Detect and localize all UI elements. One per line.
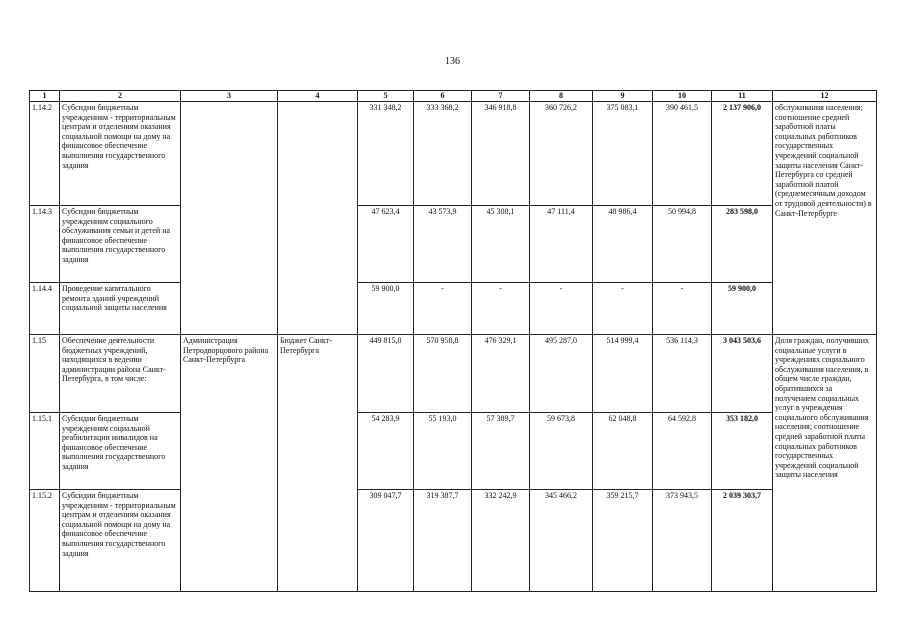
total-cell: 59 900,0: [712, 283, 773, 335]
value-cell: -: [472, 283, 530, 335]
col-header: 7: [472, 91, 530, 102]
column-number-row: [30, 91, 877, 102]
col-header: 8: [530, 91, 593, 102]
value-cell: 48 986,4: [593, 206, 653, 283]
value-cell: 331 348,2: [358, 102, 414, 206]
row-number: 1.14.2: [30, 102, 60, 206]
table-row: [30, 102, 877, 206]
value-cell: 50 994,8: [653, 206, 712, 283]
value-cell: 47 623,4: [358, 206, 414, 283]
row-name: Субсидии бюджетным учреждениям - территориальным центрам и отделениям оказания социальной помощи на дому на финансовое обеспечение выполнения государственного задания: [60, 102, 181, 206]
program-table: [29, 90, 877, 592]
executor-cell: Администрация Петродворцового района Санкт-Петербурга: [181, 335, 278, 592]
value-cell: 57 389,7: [472, 413, 530, 490]
row-name: Субсидии бюджетным учреждениям - территориальным центрам и отделениям оказания социальной помощи на дому на финансовое обеспечение выполнения государственного задания: [60, 490, 181, 592]
value-cell: -: [593, 283, 653, 335]
table-row: [30, 335, 877, 413]
value-cell: 570 958,8: [414, 335, 472, 413]
total-cell: 2 039 303,7: [712, 490, 773, 592]
executor-cell: [181, 102, 278, 335]
indicator-text-bottom: Доля граждан, получивших социальные услуги в учреждениях социального обслуживания населения, в общем числе граждан, обратившихся за получением социальных услуг в учреждения социального обслуживания населения; соотношение средней заработной платы социальных работников государственных учреждений социальной защиты населения: [773, 335, 877, 592]
value-cell: 64 592,8: [653, 413, 712, 490]
col-header: 9: [593, 91, 653, 102]
total-cell: 353 182,0: [712, 413, 773, 490]
col-header: 10: [653, 91, 712, 102]
row-name: Обеспечение деятельности бюджетных учреждений, находящихся в ведении администрации района Санкт-Петербурга, в том числе:: [60, 335, 181, 413]
source-cell: [278, 102, 358, 335]
col-header: 6: [414, 91, 472, 102]
value-cell: 373 943,5: [653, 490, 712, 592]
value-cell: 62 048,8: [593, 413, 653, 490]
value-cell: 332 242,9: [472, 490, 530, 592]
value-cell: 390 461,5: [653, 102, 712, 206]
value-cell: -: [530, 283, 593, 335]
row-number: 1.15.2: [30, 490, 60, 592]
col-header: 11: [712, 91, 773, 102]
col-header: 5: [358, 91, 414, 102]
col-header: 3: [181, 91, 278, 102]
value-cell: 514 999,4: [593, 335, 653, 413]
value-cell: 360 726,2: [530, 102, 593, 206]
total-cell: 283 598,0: [712, 206, 773, 283]
value-cell: 449 815,0: [358, 335, 414, 413]
value-cell: 59 673,8: [530, 413, 593, 490]
value-cell: 345 466,2: [530, 490, 593, 592]
col-header: 12: [773, 91, 877, 102]
value-cell: 495 287,0: [530, 335, 593, 413]
value-cell: 375 083,1: [593, 102, 653, 206]
value-cell: 536 114,3: [653, 335, 712, 413]
row-name: Субсидии бюджетным учреждениям социальной реабилитации инвалидов на финансовое обеспечение выполнения государственного задания: [60, 413, 181, 490]
col-header: 4: [278, 91, 358, 102]
col-header: 1: [30, 91, 60, 102]
value-cell: 309 047,7: [358, 490, 414, 592]
value-cell: 54 283,9: [358, 413, 414, 490]
value-cell: 55 193,0: [414, 413, 472, 490]
value-cell: 47 111,4: [530, 206, 593, 283]
total-cell: 2 137 906,0: [712, 102, 773, 206]
value-cell: 346 918,8: [472, 102, 530, 206]
row-name: Субсидии бюджетным учреждениям социального обслуживания семьи и детей на финансовое обеспечение выполнения государственного задания: [60, 206, 181, 283]
table-row: [30, 206, 877, 283]
indicator-text-top: обслуживания населения; соотношение средней заработной платы социальных работников государственных учреждений социальной защиты населения Санкт-Петербурга со средней заработной платой (среднемесячным доходом от трудовой деятельности) в Санкт-Петербурге: [773, 102, 877, 335]
value-cell: 59 900,0: [358, 283, 414, 335]
value-cell: 43 573,9: [414, 206, 472, 283]
row-number: 1.15.1: [30, 413, 60, 490]
value-cell: -: [653, 283, 712, 335]
value-cell: 333 368,2: [414, 102, 472, 206]
value-cell: 359 215,7: [593, 490, 653, 592]
row-number: 1.14.4: [30, 283, 60, 335]
table-row: [30, 490, 877, 592]
page-number: 136: [445, 56, 460, 67]
value-cell: 45 308,1: [472, 206, 530, 283]
value-cell: 476 329,1: [472, 335, 530, 413]
value-cell: 319 387,7: [414, 490, 472, 592]
row-number: 1.14.3: [30, 206, 60, 283]
row-number: 1.15: [30, 335, 60, 413]
col-header: 2: [60, 91, 181, 102]
row-name: Проведение капитального ремонта зданий учреждений социальной защиты населения: [60, 283, 181, 335]
value-cell: -: [414, 283, 472, 335]
source-cell: Бюджет Санкт-Петербурга: [278, 335, 358, 592]
table-row: [30, 283, 877, 335]
table-row: [30, 413, 877, 490]
total-cell: 3 043 503,6: [712, 335, 773, 413]
